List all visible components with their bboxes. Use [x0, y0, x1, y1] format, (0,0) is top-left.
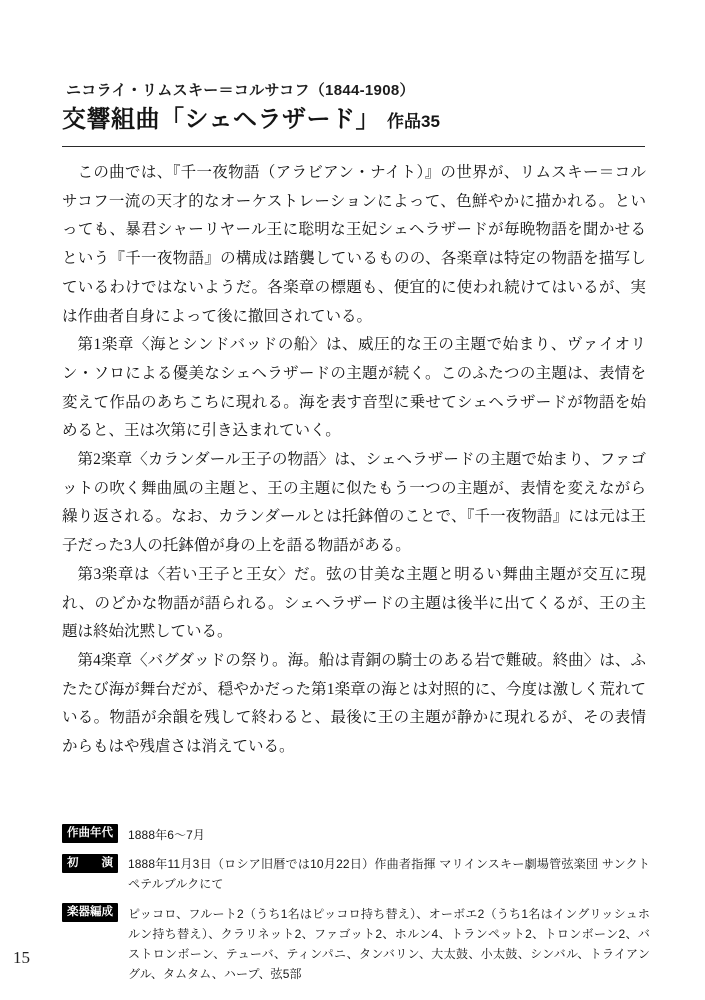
- info-row-instrumentation: [62, 903, 650, 984]
- paragraph-movement-1: 第1楽章〈海とシンドバッドの船〉は、威圧的な王の主題で始まり、ヴァイオリン・ソロによる優美なシェヘラザードの主題が続く。このふたつの主題は、表情を変えて作品のあちこちに現れる。海を表す音型に乗せてシェヘラザードが物語を始めると、王は次第に引き込まれていく。: [62, 336, 646, 440]
- info-value-instrumentation: ピッコロ、フルート2（うち1名はピッコロ持ち替え）、オーボエ2（うち1名はイングリッシュホルン持ち替え）、クラリネット2、ファゴット2、ホルン4、トランペット2、トロンボーン2、バストロンボーン、テューバ、ティンパニ、タンバリン、大太鼓、小太鼓、シンバル、トライアングル、タムタム、ハープ、弦5部: [128, 906, 650, 981]
- page-number: 15: [13, 948, 30, 967]
- info-row-premiere: [62, 854, 650, 895]
- info-row-composition-date: [62, 824, 650, 845]
- info-value-premiere: 1888年11月3日（ロシア旧暦では10月22日）作曲者指揮 マリインスキー劇場管弦楽団 サンクトペテルブルクにて: [128, 857, 650, 891]
- work-title: 交響組曲「シェヘラザード」: [62, 106, 381, 133]
- composer-name: ニコライ・リムスキー＝コルサコフ（1844-1908）: [66, 82, 415, 99]
- opus-number: 作品35: [387, 112, 440, 131]
- paragraph-movement-2: 第2楽章〈カランダール王子の物語〉は、シェヘラザードの主題で始まり、ファゴットの吹く舞曲風の主題と、王の主題に似たもう一つの主題が、表情を変えながら繰り返される。なお、カランダールとは托鉢僧のことで、『千一夜物語』には元は王子だった3人の托鉢僧が身の上を語る物語がある。: [62, 451, 646, 555]
- program-notes: [62, 159, 646, 762]
- info-label-composition-date: 作曲年代: [62, 824, 118, 843]
- work-info-section: [62, 824, 650, 993]
- info-value-composition-date: 1888年6〜7月: [128, 827, 205, 842]
- info-label-premiere: 初 演: [62, 854, 118, 873]
- info-label-instrumentation: 楽器編成: [62, 903, 118, 922]
- paragraph-intro: この曲では、『千一夜物語（アラビアン・ナイト）』の世界が、リムスキー＝コルサコフ一流の天才的なオーケストレーションによって、色鮮やかに描かれる。といっても、暴君シャーリヤール王に聡明な王妃シェヘラザードが毎晩物語を聞かせるという『千一夜物語』の構成は踏襲しているものの、各楽章は特定の物語を描写しているわけではないようだ。各楽章の標題も、便宜的に使われ続けてはいるが、実は作曲者自身によって後に撤回されている。: [62, 164, 646, 325]
- paragraph-movement-3: 第3楽章は〈若い王子と王女〉だ。弦の甘美な主題と明るい舞曲主題が交互に現れ、のどかな物語が語られる。シェヘラザードの主題は後半に出てくるが、王の主題は終始沈黙している。: [62, 565, 646, 641]
- header-divider: [62, 146, 645, 147]
- work-title-row: [62, 99, 440, 134]
- paragraph-movement-4: 第4楽章〈バグダッドの祭り。海。船は青銅の騎士のある岩で難破。終曲〉は、ふたたび海が舞台だが、穏やかだった第1楽章の海とは対照的に、今度は激しく荒れている。物語が余韻を残して終わると、最後に王の主題が静かに現れるが、その表情からもはや残虐さは消えている。: [62, 651, 646, 756]
